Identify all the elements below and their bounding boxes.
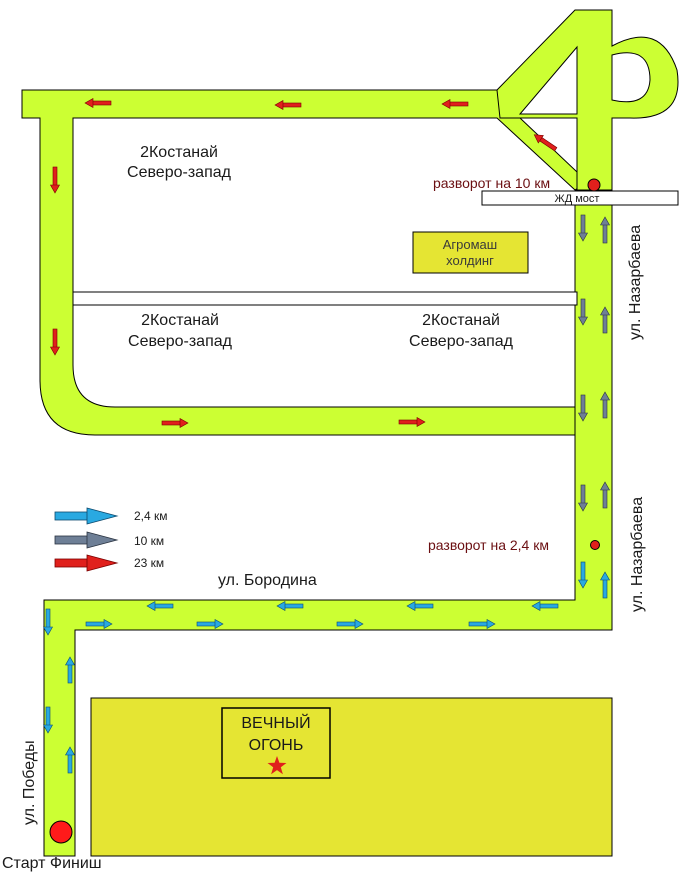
street-nazarbaeva-bottom: ул. Назарбаева — [629, 496, 646, 612]
bridge-label: ЖД мост — [554, 193, 600, 205]
agromash-line1: Агромаш — [442, 237, 498, 252]
district-3-line1: 2Костанай — [422, 312, 500, 329]
turnaround-10-marker — [588, 179, 600, 191]
district-1-line2: Северо-запад — [127, 164, 231, 181]
turnaround-10-label: разворот на 10 км — [433, 175, 551, 191]
legend — [55, 508, 168, 571]
eternal-flame-line2: ОГОНЬ — [248, 737, 304, 754]
district-1-line1: 2Костанай — [140, 144, 218, 161]
district-2-line2: Северо-запад — [128, 333, 232, 350]
legend-10km: 10 км — [134, 534, 165, 548]
turnaround-24-label: разворот на 2,4 км — [428, 537, 549, 553]
eternal-flame-line1: ВЕЧНЫЙ — [241, 715, 311, 732]
turnaround-24-marker — [591, 541, 600, 550]
start-finish-label: Старт Финиш — [2, 855, 102, 872]
district-3-line2: Северо-запад — [409, 333, 513, 350]
street-nazarbaeva-top: ул. Назарбаева — [627, 224, 644, 340]
street-pobedy: ул. Победы — [21, 740, 38, 825]
divider-road — [73, 292, 577, 305]
road-interchange — [497, 10, 678, 190]
legend-2-4km: 2,4 км — [134, 509, 168, 523]
agromash-line2: холдинг — [446, 253, 494, 268]
start-finish-marker — [50, 821, 72, 843]
street-borodina: ул. Бородина — [218, 572, 317, 589]
legend-23km: 23 км — [134, 556, 165, 570]
park-block — [91, 698, 612, 856]
district-2-line1: 2Костанай — [141, 312, 219, 329]
